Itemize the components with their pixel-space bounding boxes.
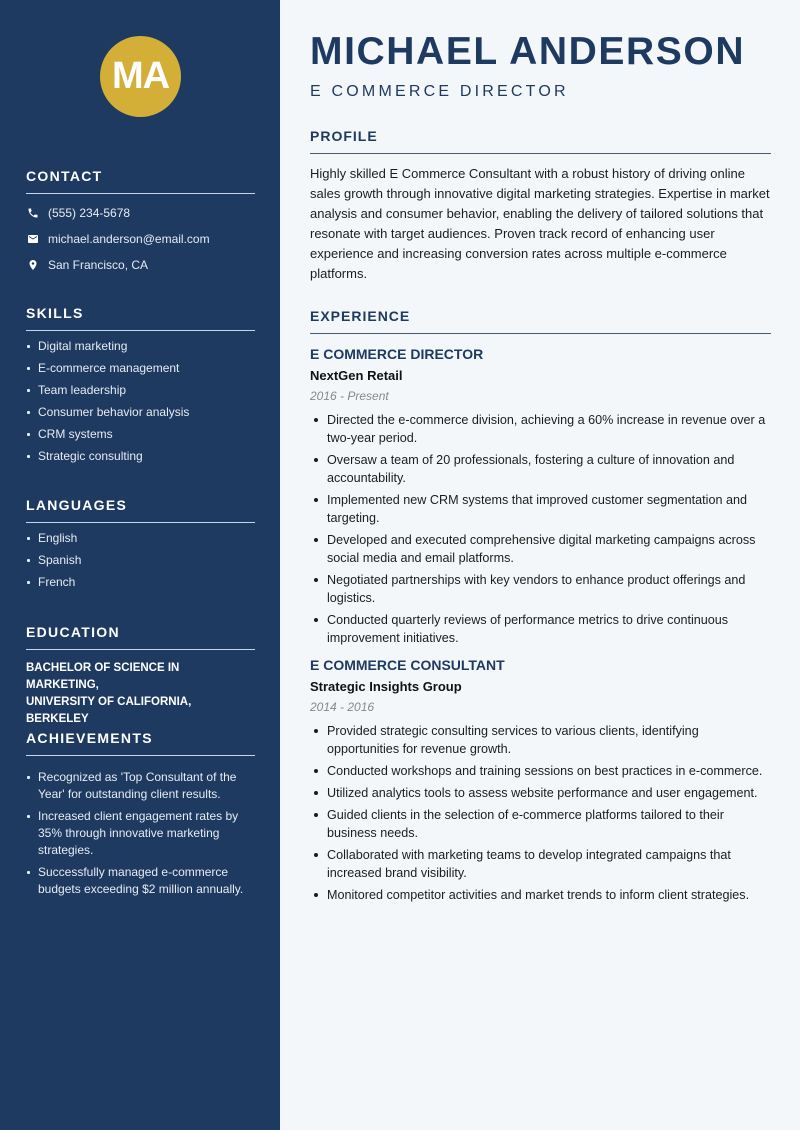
languages-heading: LANGUAGES [26,497,255,523]
skill-item: Strategic consulting [26,448,255,465]
achievements-heading: ACHIEVEMENTS [26,730,255,756]
job-company: Strategic Insights Group [310,679,462,694]
experience-heading: EXPERIENCE [310,308,771,334]
education-heading: EDUCATION [26,624,255,650]
contact-section [26,168,255,278]
avatar [100,36,181,117]
job-dates: 2016 - Present [310,389,389,403]
experience-section [310,308,771,908]
location-text: San Francisco, CA [48,258,149,272]
education-line-2: UNIVERSITY OF CALIFORNIA, BERKELEY [26,696,192,725]
avatar-initials: MA [111,55,170,97]
job-bullets [310,411,771,647]
candidate-name: MICHAEL ANDERSON [310,30,746,73]
profile-section [310,128,771,284]
skills-heading: SKILLS [26,305,255,331]
job-entry [310,346,771,647]
skill-item: Consumer behavior analysis [26,404,255,421]
candidate-title: E COMMERCE DIRECTOR [310,83,569,100]
languages-list [26,530,255,591]
profile-text: Highly skilled E Commerce Consultant with a robust history of driving online sales growth through innovative digital marketing strategies. Expertise in market analysis and consumer behavior, enabling the delivery of tailored solutions that resonate with target audiences. Proven track record of enhancing user experience and increasing conversion rates across multiple e-commerce platforms. [310,166,770,281]
achievement-item: Successfully managed e-commerce budgets exceeding $2 million annually. [26,864,255,898]
skill-item: Digital marketing [26,338,255,355]
profile-heading: PROFILE [310,128,771,154]
job-bullet: Utilized analytics tools to assess website performance and user engagement. [310,784,771,802]
contact-phone [26,200,255,226]
job-bullet: Implemented new CRM systems that improved customer segmentation and targeting. [310,491,771,527]
achievements-list [26,769,255,898]
job-bullet: Conducted quarterly reviews of performance metrics to drive continuous improvement initiatives. [310,611,771,647]
job-bullet: Conducted workshops and training sessions on best practices in e-commerce. [310,762,771,780]
sidebar [0,0,280,1130]
skill-item: E-commerce management [26,360,255,377]
education-degree [26,660,255,728]
job-bullets [310,722,771,904]
job-bullet: Provided strategic consulting services to various clients, identifying opportunities for revenue growth. [310,722,771,758]
job-title: E COMMERCE DIRECTOR [310,346,484,362]
education-section [26,624,255,728]
job-bullet: Monitored competitor activities and market trends to inform client strategies. [310,886,771,904]
achievements-section [26,730,255,903]
job-company: NextGen Retail [310,368,403,383]
contact-heading: CONTACT [26,168,255,194]
education-line-1: BACHELOR OF SCIENCE IN MARKETING, [26,662,180,691]
skill-item: CRM systems [26,426,255,443]
language-item: English [26,530,255,547]
skills-list [26,338,255,465]
job-bullet: Developed and executed comprehensive digital marketing campaigns across social media and email platforms. [310,531,771,567]
job-bullet: Collaborated with marketing teams to develop integrated campaigns that increased brand visibility. [310,846,771,882]
mail-icon [26,233,39,246]
job-bullet: Negotiated partnerships with key vendors to enhance product offerings and logistics. [310,571,771,607]
location-pin-icon [26,259,39,272]
contact-email [26,226,255,252]
phone-text: (555) 234-5678 [48,206,131,220]
job-bullet: Oversaw a team of 20 professionals, fostering a culture of innovation and accountability. [310,451,771,487]
job-title: E COMMERCE CONSULTANT [310,657,505,673]
achievement-item: Increased client engagement rates by 35% through innovative marketing strategies. [26,808,255,859]
language-item: French [26,574,255,591]
job-entry [310,657,771,904]
email-text[interactable]: michael.anderson@email.com [48,232,210,246]
job-bullet: Guided clients in the selection of e-commerce platforms tailored to their business needs. [310,806,771,842]
skill-item: Team leadership [26,382,255,399]
phone-icon [26,207,39,220]
languages-section [26,497,255,596]
job-bullet: Directed the e-commerce division, achieving a 60% increase in revenue over a two-year period. [310,411,771,447]
job-dates: 2014 - 2016 [310,700,375,714]
contact-location [26,252,255,278]
achievement-item: Recognized as 'Top Consultant of the Year' for outstanding client results. [26,769,255,803]
language-item: Spanish [26,552,255,569]
skills-section [26,305,255,470]
